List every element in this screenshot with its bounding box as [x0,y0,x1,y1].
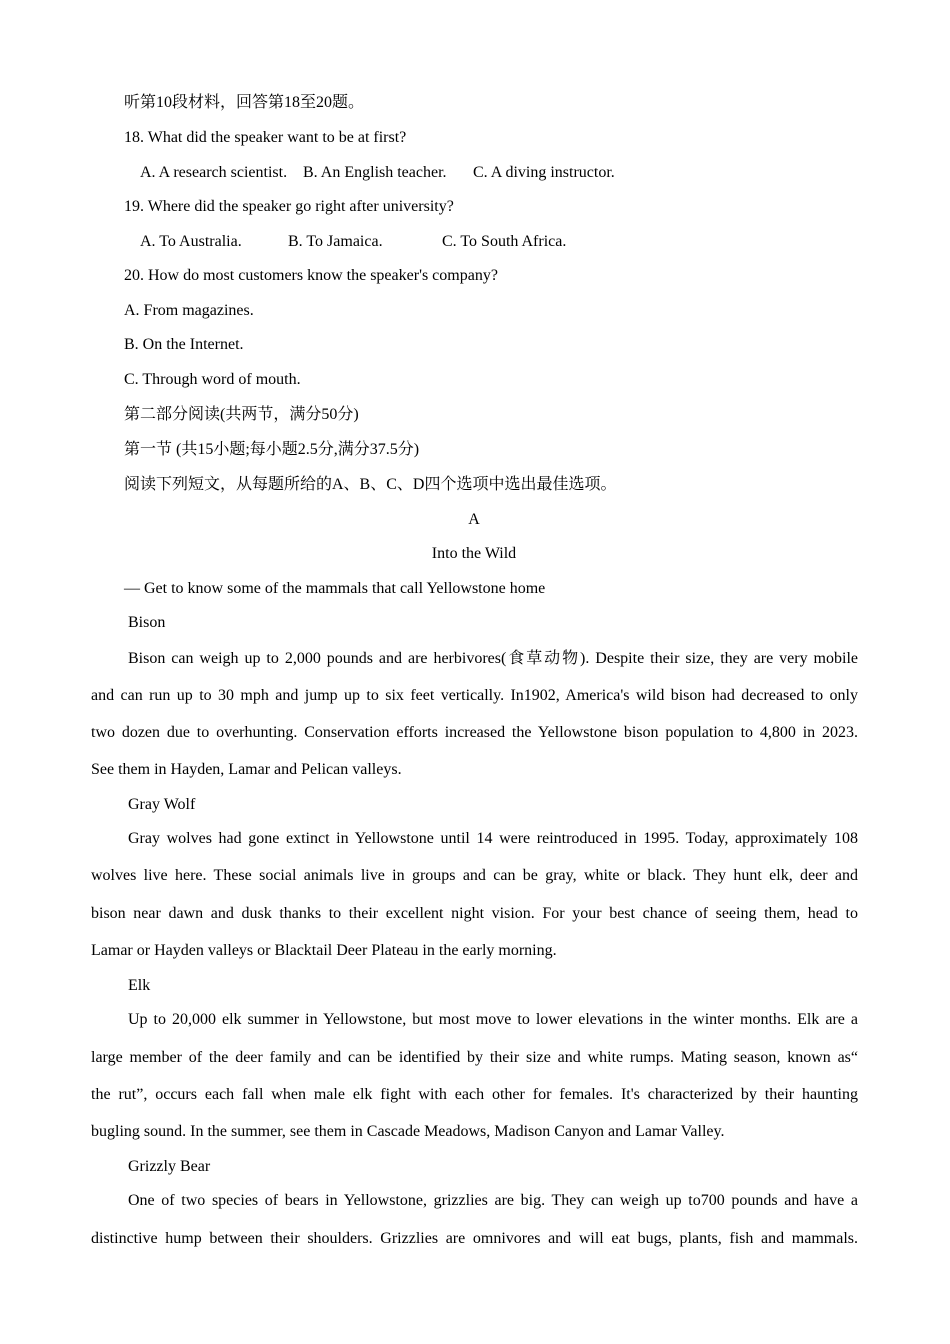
paragraph-line: bison near dawn and dusk thanks to their excellent night vision. For your best chance of seeing them, head to [91,905,858,922]
part2-section1: 第一节 (共15小题;每小题2.5分,满分37.5分) [124,441,420,458]
option-a[interactable]: A. From magazines. [124,302,254,319]
paragraph-line: two dozen due to overhunting. Conservation efforts increased the Yellowstone bison population to 4,800 in 2023. [91,724,858,741]
option-b[interactable]: B. To Jamaica. [288,233,383,250]
passage-title: Into the Wild [431,545,517,562]
section-intro: 听第10段材料，回答第18至20题。 [124,94,365,111]
section-heading-elk: Elk [128,977,151,994]
paragraph-line: Up to 20,000 elk summer in Yellowstone, but most move to lower elevations in the winter months. Elk are a [128,1011,858,1028]
part2-instruction: 阅读下列短文，从每题所给的A、B、C、D四个选项中选出最佳选项。 [124,476,617,493]
question-19-options [140,232,566,252]
paragraph-line: Bison can weigh up to 2,000 pounds and are herbivores(食草动物). Despite their size, they are very mobile [128,650,858,667]
paragraph-line: distinctive hump between their shoulders. Grizzlies are omnivores and will eat bugs, plants, fish and mammals. [91,1230,858,1247]
paragraph-line: and can run up to 30 mph and jump up to six feet vertically. In1902, America's wild bison had decreased to only [91,687,858,704]
paragraph-line: See them in Hayden, Lamar and Pelican valleys. [91,761,402,778]
option-a[interactable]: A. A research scientist. [140,164,288,181]
option-b[interactable]: B. On the Internet. [124,336,244,353]
question-18-stem: 18. What did the speaker want to be at first? [124,129,407,146]
paragraph-line: One of two species of bears in Yellowstone, grizzlies are big. They can weigh up to700 pounds and have a [128,1192,858,1209]
option-c[interactable]: C. Through word of mouth. [124,371,301,388]
question-19-stem: 19. Where did the speaker go right after university? [124,198,454,215]
part2-title: 第二部分阅读(共两节，满分50分) [124,406,359,423]
question-20-stem: 20. How do most customers know the speaker's company? [124,267,498,284]
option-a[interactable]: A. To Australia. [140,233,242,250]
passage-subtitle: — Get to know some of the mammals that call Yellowstone home [124,580,546,597]
option-c[interactable]: C. A diving instructor. [473,164,615,181]
paragraph-line: bugling sound. In the summer, see them in Cascade Meadows, Madison Canyon and Lamar Valley. [91,1123,725,1140]
section-heading-gray-wolf: Gray Wolf [128,796,196,813]
option-b[interactable]: B. An English teacher. [303,164,447,181]
section-heading-bison: Bison [128,614,166,631]
option-c[interactable]: C. To South Africa. [442,233,567,250]
paragraph-line: the rut”, occurs each fall when male elk fight with each other for females. It's characterized by their haunting [91,1086,858,1103]
paragraph-line: wolves live here. These social animals live in groups and can be gray, white or black. They hunt elk, deer and [91,867,858,884]
passage-letter: A [468,511,480,528]
question-18-options [140,163,615,183]
section-heading-grizzly-bear: Grizzly Bear [128,1158,211,1175]
paragraph-line: Lamar or Hayden valleys or Blacktail Deer Plateau in the early morning. [91,942,557,959]
paragraph-line: large member of the deer family and can be identified by their size and white rumps. Mating season, known as“ [91,1049,858,1066]
paragraph-line: Gray wolves had gone extinct in Yellowstone until 14 were reintroduced in 1995. Today, approximately 108 [128,830,858,847]
